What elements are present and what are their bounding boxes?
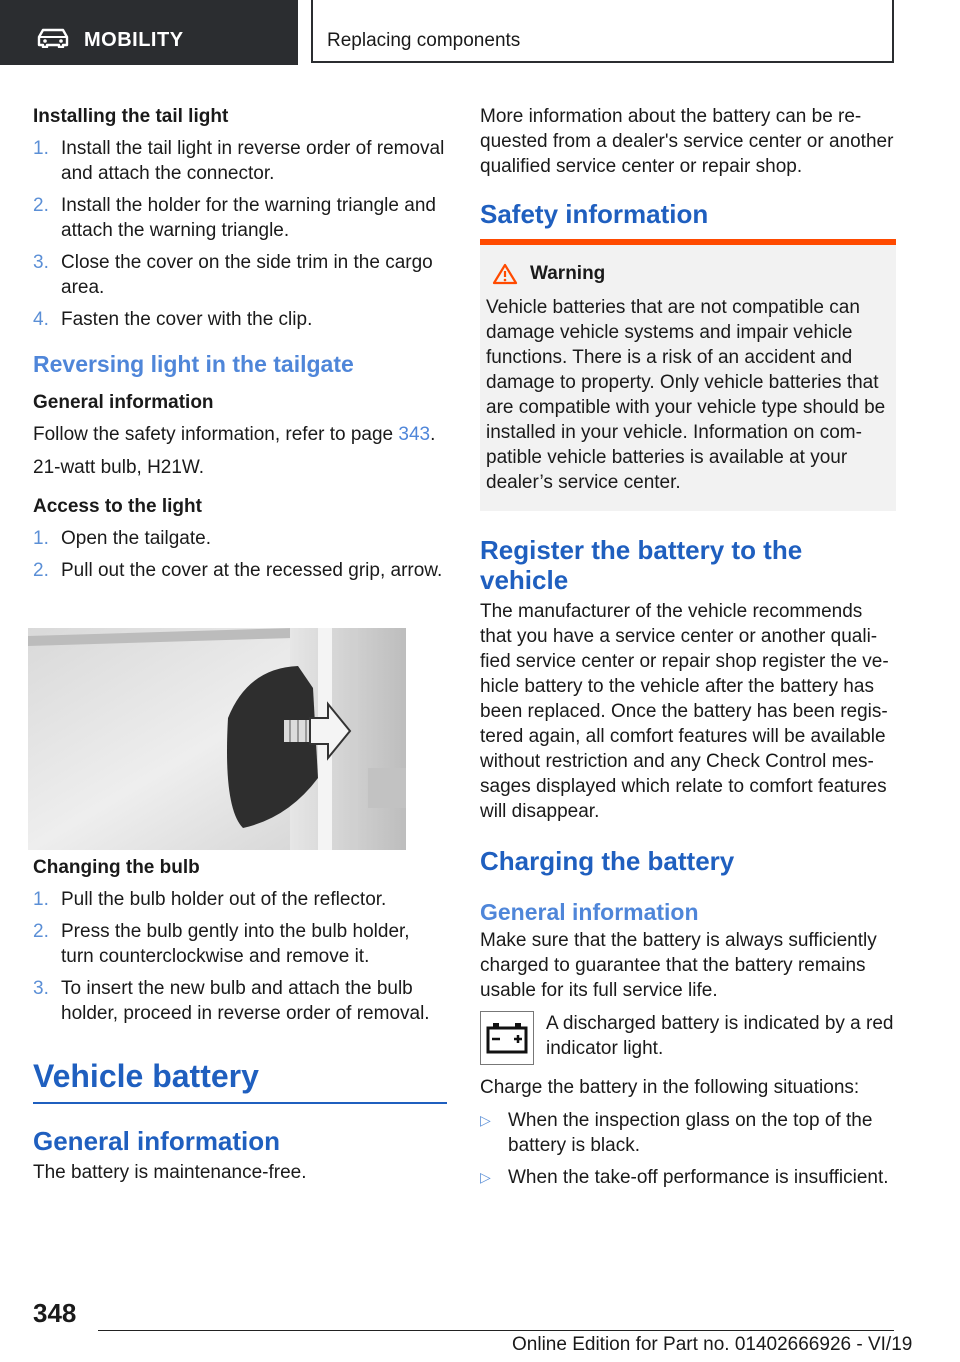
charging-heading: Charging the battery [480,846,735,876]
warning-box [480,239,896,511]
charging-general-heading: General information [480,899,699,925]
general-info-text: Follow the safety information, refer to page 343. [33,424,436,445]
footer-rule [98,1330,894,1331]
battery-info-intro: More information about the battery can be re-quested from a dealer's service center or another qualified service center or repair shop. [480,106,894,177]
list-item: 1. Open the tailgate. [33,528,211,549]
list-item: 1. Pull the bulb holder out of the reflector. [33,889,387,910]
indicator-row [480,1011,896,1065]
list-item: 3. To insert the new bulb and attach the bulb holder, proceed in reverse order of removal. [33,978,430,1024]
battery-general-text: The battery is maintenance-free. [33,1162,307,1183]
warning-triangle-icon [492,263,518,285]
warning-text: Vehicle batteries that are not compatible can damage vehicle systems and impair vehicle functions. There is a risk of an accident and damage to property. Only vehicle batteries that are compatible with your vehicle type should be installed in your vehicle. Information on com-patible vehicle batteries is available at your dealer’s service center. [486,297,886,493]
reversing-light-heading: Reversing light in the tailgate [33,351,354,377]
page-reference-link[interactable]: 343 [398,424,431,445]
vehicle-battery-heading: Vehicle battery [33,1058,259,1094]
battery-general-heading: General information [33,1126,281,1156]
tail-light-steps [33,136,445,332]
situations-intro: Charge the battery in the following situations: [480,1077,860,1098]
tailgate-cover-photo [28,628,406,850]
list-item: 2. Install the holder for the warning triangle and attach the warning triangle. [33,195,436,241]
bulb-spec-text: 21-watt bulb, H21W. [33,457,205,478]
situations-list [480,1108,896,1190]
access-steps [33,526,445,583]
header-chapter-box [311,0,894,63]
changing-bulb-heading: Changing the bulb [33,857,200,878]
tail-light-heading: Installing the tail light [33,106,229,127]
general-info-heading: General information [33,392,214,413]
access-heading: Access to the light [33,496,202,517]
list-item: ▷ When the inspection glass on the top of the battery is black. [480,1110,873,1156]
list-item: 4. Fasten the cover with the clip. [33,309,313,330]
page-number: 348 [33,1298,77,1328]
indicator-text: A discharged battery is indicated by a red indicator light. [546,1013,894,1059]
register-heading: Register the battery to the vehicle [480,535,803,595]
list-item: 2. Press the bulb gently into the bulb holder, turn counterclockwise and remove it. [33,921,410,967]
right-column [480,104,896,1197]
list-item: ▷ When the take-off performance is insufficient. [480,1167,889,1188]
car-icon [36,28,70,48]
footer-edition: Online Edition for Part no. 01402666926 - VI/19 [512,1334,913,1355]
list-item: 2. Pull out the cover at the recessed grip, arrow. [33,560,443,581]
warning-title: Warning [492,263,890,285]
header-chapter-label: Replacing components [327,30,521,51]
charging-general-text: Make sure that the battery is always sufficiently charged to guarantee that the battery remains usable for its full service life. [480,930,877,1001]
register-text: The manufacturer of the vehicle recommends that you have a service center or another quali-fied service center or repair shop register the ve-hicle battery to the vehicle after the battery has been replaced. Once the battery has been regis-tered again, all comfort features will be available without restriction and any Check Control mes-sages displayed which relate to comfort features will disappear. [480,601,889,822]
safety-heading: Safety information [480,199,709,229]
heading-rule [33,1102,447,1104]
header-section-label: MOBILITY [84,29,184,51]
battery-indicator-icon [480,1011,534,1065]
changing-bulb-steps [33,887,445,1026]
list-item: 1. Install the tail light in reverse order of removal and attach the connector. [33,138,445,184]
header-section-tab [0,0,298,65]
list-item: 3. Close the cover on the side trim in the cargo area. [33,252,433,298]
